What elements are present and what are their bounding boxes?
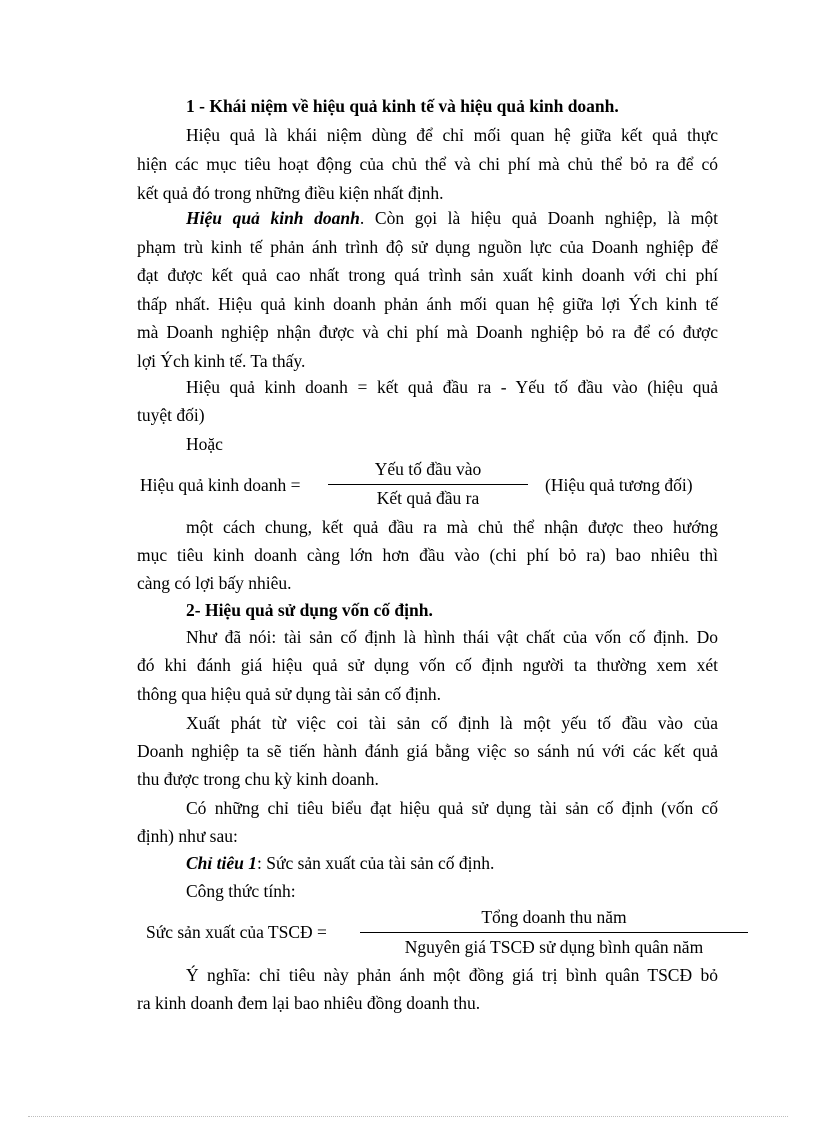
formula-denominator: Nguyên giá TSCĐ sử dụng bình quân năm: [404, 937, 704, 957]
formula-numerator: Yếu tố đầu vào: [374, 459, 482, 479]
formula-lhs: Sức sản xuất của TSCĐ =: [146, 922, 327, 942]
term-hieu-qua-kinh-doanh: Hiệu quả kinh doanh: [186, 208, 360, 228]
paragraph-line: Hiệu quả là khái niệm dùng để chỉ mối quan hệ giữa kết quả thực: [186, 125, 718, 145]
fraction-bar: [360, 932, 748, 933]
paragraph-line: mà Doanh nghiệp nhận được và chi phí mà Doanh nghiệp bỏ ra để có được: [137, 322, 718, 342]
paragraph-line: thấp nhất. Hiệu quả kinh doanh phản ánh mối quan hệ giữa lợi Ých kinh tế: [137, 294, 718, 314]
paragraph-line: lợi Ých kinh tế. Ta thấy.: [137, 351, 306, 371]
paragraph-line: định) như sau:: [137, 826, 238, 846]
paragraph-line: Như đã nói: tài sản cố định là hình thái vật chất của vốn cố định. Do: [186, 627, 718, 647]
indicator-line: [186, 852, 494, 874]
formula-intro: Công thức tính:: [186, 881, 296, 901]
paragraph-line: càng có lợi bấy nhiêu.: [137, 573, 292, 593]
indicator-text: : Sức sản xuất của tài sản cố định.: [257, 853, 495, 873]
paragraph-line: ra kinh doanh đem lại bao nhiêu đồng doanh thu.: [137, 993, 481, 1013]
paragraph-line: đó khi đánh giá hiệu quả sử dụng vốn cố định người ta thường xem xét: [137, 655, 718, 675]
paragraph-text: . Còn gọi là hiệu quả Doanh nghiệp, là một: [359, 208, 718, 228]
paragraph-line: thông qua hiệu quả sử dụng tài sản cố định.: [137, 684, 442, 704]
formula-numerator: Tổng doanh thu năm: [481, 907, 627, 927]
section-1-heading: 1 - Khái niệm về hiệu quả kinh tế và hiệu quả kinh doanh.: [186, 96, 619, 116]
paragraph-line: kết quả đó trong những điều kiện nhất định.: [137, 183, 444, 203]
paragraph-line: mục tiêu kinh doanh càng lớn hơn đầu vào (chi phí bỏ ra) bao nhiêu thì: [137, 545, 718, 565]
paragraph-line: thu được trong chu kỳ kinh doanh.: [137, 769, 379, 789]
paragraph-line: Ý nghĩa: chỉ tiêu này phản ánh một đồng giá trị bình quân TSCĐ bỏ: [186, 965, 718, 985]
section-2-heading: 2- Hiệu quả sử dụng vốn cố định.: [186, 600, 433, 620]
formula-denominator: Kết quả đầu ra: [376, 488, 480, 508]
paragraph-line: Có những chỉ tiêu biểu đạt hiệu quả sử dụng tài sản cố định (vốn cố: [186, 798, 718, 818]
paragraph-line: Xuất phát từ việc coi tài sản cố định là một yếu tố đầu vào của: [186, 713, 718, 733]
paragraph-line: Doanh nghiệp ta sẽ tiến hành đánh giá bằng việc so sánh nú với các kết quả: [137, 741, 718, 761]
paragraph-line: một cách chung, kết quả đầu ra mà chủ thể nhận được theo hướng: [186, 517, 718, 537]
formula-absolute-line: tuyệt đối): [137, 405, 205, 425]
indicator-label: Chỉ tiêu 1: [186, 853, 257, 873]
paragraph-line: hiện các mục tiêu hoạt động của chủ thể và chi phí mà chủ thể bỏ ra để có: [137, 154, 718, 174]
formula-lhs: Hiệu quả kinh doanh =: [140, 475, 301, 495]
formula-absolute-line: Hiệu quả kinh doanh = kết quả đầu ra - Yếu tố đầu vào (hiệu quả: [186, 377, 718, 397]
paragraph-line: đạt được kết quả cao nhất trong quá trình sản xuất kinh doanh với chi phí: [137, 265, 718, 285]
paragraph-line: phạm trù kinh tế phản ánh trình độ sử dụng nguồn lực của Doanh nghiệp để: [137, 237, 718, 257]
footer-divider: [28, 1116, 788, 1117]
fraction-bar: [328, 484, 528, 485]
paragraph-line: [186, 207, 718, 229]
or-label: Hoặc: [186, 434, 223, 454]
formula-note: (Hiệu quả tương đối): [545, 475, 693, 495]
